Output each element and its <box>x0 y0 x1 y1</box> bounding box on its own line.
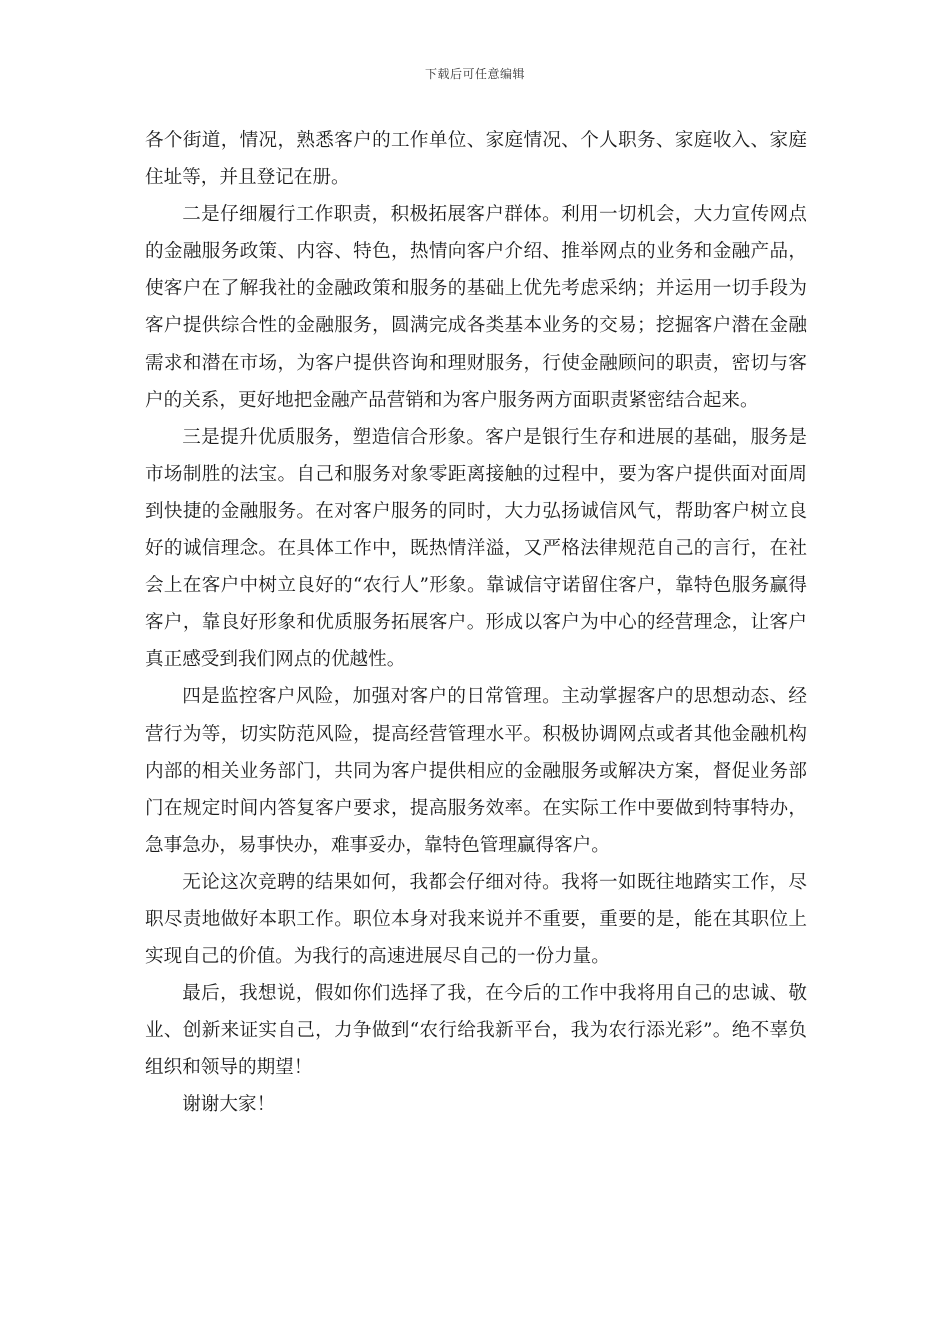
paragraph-two: 二是仔细履行工作职责，积极拓展客户群体。利用一切机会，大力宣传网点的金融服务政策、内容、特色，热情向客户介绍、推举网点的业务和金融产品，使客户在了解我社的金融政策和服务的基础上优先考虑采纳；并运用一切手段为客户提供综合性的金融服务，圆满完成各类基本业务的交易；挖掘客户潜在金融需求和潜在市场，为客户提供咨询和理财服务，行使金融顾问的职责，密切与客户的关系，更好地把金融产品营销和为客户服务两方面职责紧密结合起来。 <box>145 204 807 411</box>
paragraph-continuation: 各个街道，情况，熟悉客户的工作单位、家庭情况、个人职务、家庭收入、家庭住址等，并且登记在册。 <box>145 130 807 189</box>
page-header: 下载后可任意编辑 <box>424 67 525 81</box>
paragraph-three: 三是提升优质服务，塑造信合形象。客户是银行生存和进展的基础，服务是市场制胜的法宝。自己和服务对象零距离接触的过程中，要为客户提供面对面周到快捷的金融服务。在对客户服务的同时，大力弘扬诚信风气，帮助客户树立良好的诚信理念。在具体工作中，既热情洋溢，又严格法律规范自己的言行，在社会上在客户中树立良好的“农行人”形象。靠诚信守诺留住客户，靠特色服务赢得客户，靠良好形象和优质服务拓展客户。形成以客户为中心的经营理念，让客户真正感受到我们网点的优越性。 <box>145 426 807 671</box>
paragraph-thanks: 谢谢大家！ <box>182 1094 276 1116</box>
paragraph-attitude: 无论这次竞聘的结果如何，我都会仔细对待。我将一如既往地踏实工作，尽职尽责地做好本职工作。职位本身对我来说并不重要，重要的是，能在其职位上实现自己的价值。为我行的高速进展尽自己的一份力量。 <box>145 871 807 968</box>
paragraph-four: 四是监控客户风险，加强对客户的日常管理。主动掌握客户的思想动态、经营行为等，切实防范风险，提高经营管理水平。积极协调网点或者其他金融机构内部的相关业务部门，共同为客户提供相应的金融服务或解决方案，督促业务部门在规定时间内答复客户要求，提高服务效率。在实际工作中要做到特事特办，急事急办，易事快办，难事妥办，靠特色管理赢得客户。 <box>145 686 807 856</box>
document-body <box>145 122 807 1124</box>
paragraph-closing: 最后，我想说，假如你们选择了我，在今后的工作中我将用自己的忠诚、敬业、创新来证实自己，力争做到“农行给我新平台，我为农行添光彩”。绝不辜负组织和领导的期望！ <box>145 983 807 1079</box>
